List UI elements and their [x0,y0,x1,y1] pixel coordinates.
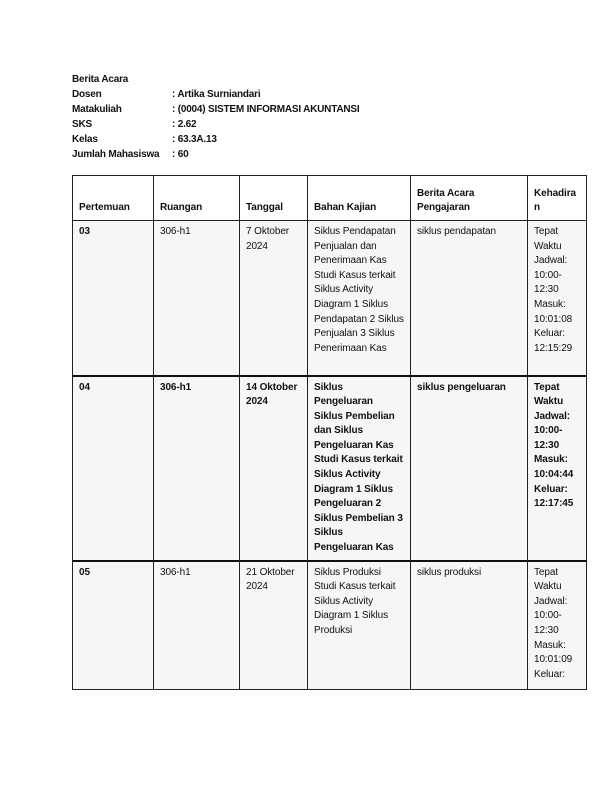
cell-tanggal: 21 Oktober 2024 [240,561,308,690]
col-header-ruangan: Ruangan [154,176,240,221]
col-header-berita-acara: Berita Acara Pengajaran [411,176,528,221]
field-value: : 2.62 [172,119,197,130]
cell-tanggal: 14 Oktober 2024 [240,376,308,561]
col-header-bahan-kajian: Bahan Kajian [308,176,411,221]
cell-pertemuan: 04 [73,376,154,561]
cell-berita-acara: siklus produksi [411,561,528,690]
cell-ruangan: 306-h1 [154,376,240,561]
cell-berita-acara: siklus pendapatan [411,221,528,376]
cell-bahan-kajian: Siklus Pengeluaran Siklus Pembelian dan Siklus Pengeluaran Kas Studi Kasus terkait Siklus Activity Diagram 1 Siklus Pengeluaran 2 Siklus Pembelian 3 Siklus Pengeluaran Kas [308,376,411,561]
field-label: Matakuliah [72,104,122,115]
field-label: Jumlah Mahasiswa [72,149,160,160]
cell-pertemuan: 03 [73,221,154,376]
cell-kehadiran: Tepat Waktu Jadwal: 10:00-12:30 Masuk: 10:01:08 Keluar: 12:15:29 [528,221,587,376]
field-dosen [72,87,359,102]
field-value: : 63.3A.13 [172,134,217,145]
table-row [73,376,587,561]
berita-acara-table [72,175,587,690]
col-header-pertemuan: Pertemuan [73,176,154,221]
field-value: : 60 [172,149,189,160]
field-value: : (0004) SISTEM INFORMASI AKUNTANSI [172,104,360,115]
field-label: Kelas [72,134,98,145]
cell-kehadiran: Tepat Waktu Jadwal: 10:00-12:30 Masuk: 10:04:44 Keluar: 12:17:45 [528,376,587,561]
report-header [72,72,359,162]
cell-berita-acara: siklus pengeluaran [411,376,528,561]
field-matakuliah [72,102,359,117]
col-header-kehadiran: Kehadiran [528,176,587,221]
table-row [73,561,587,690]
cell-pertemuan: 05 [73,561,154,690]
cell-ruangan: 306-h1 [154,561,240,690]
field-jumlah-mahasiswa [72,147,359,162]
cell-bahan-kajian: Siklus Pendapatan Penjualan dan Penerimaan Kas Studi Kasus terkait Siklus Activity Diagram 1 Siklus Pendapatan 2 Siklus Penjualan 3 Siklus Penerimaan Kas [308,221,411,376]
col-header-tanggal: Tanggal [240,176,308,221]
field-kelas [72,132,359,147]
cell-kehadiran: Tepat Waktu Jadwal: 10:00-12:30 Masuk: 10:01:09 Keluar: [528,561,587,690]
cell-bahan-kajian: Siklus Produksi Studi Kasus terkait Siklus Activity Diagram 1 Siklus Produksi [308,561,411,690]
report-title: Berita Acara [72,74,129,85]
cell-tanggal: 7 Oktober 2024 [240,221,308,376]
field-label: SKS [72,119,92,130]
cell-ruangan: 306-h1 [154,221,240,376]
field-label: Dosen [72,89,102,100]
field-value: : Artika Surniandari [172,89,261,100]
field-sks [72,117,359,132]
table-row [73,221,587,376]
table-header-row [73,176,587,221]
